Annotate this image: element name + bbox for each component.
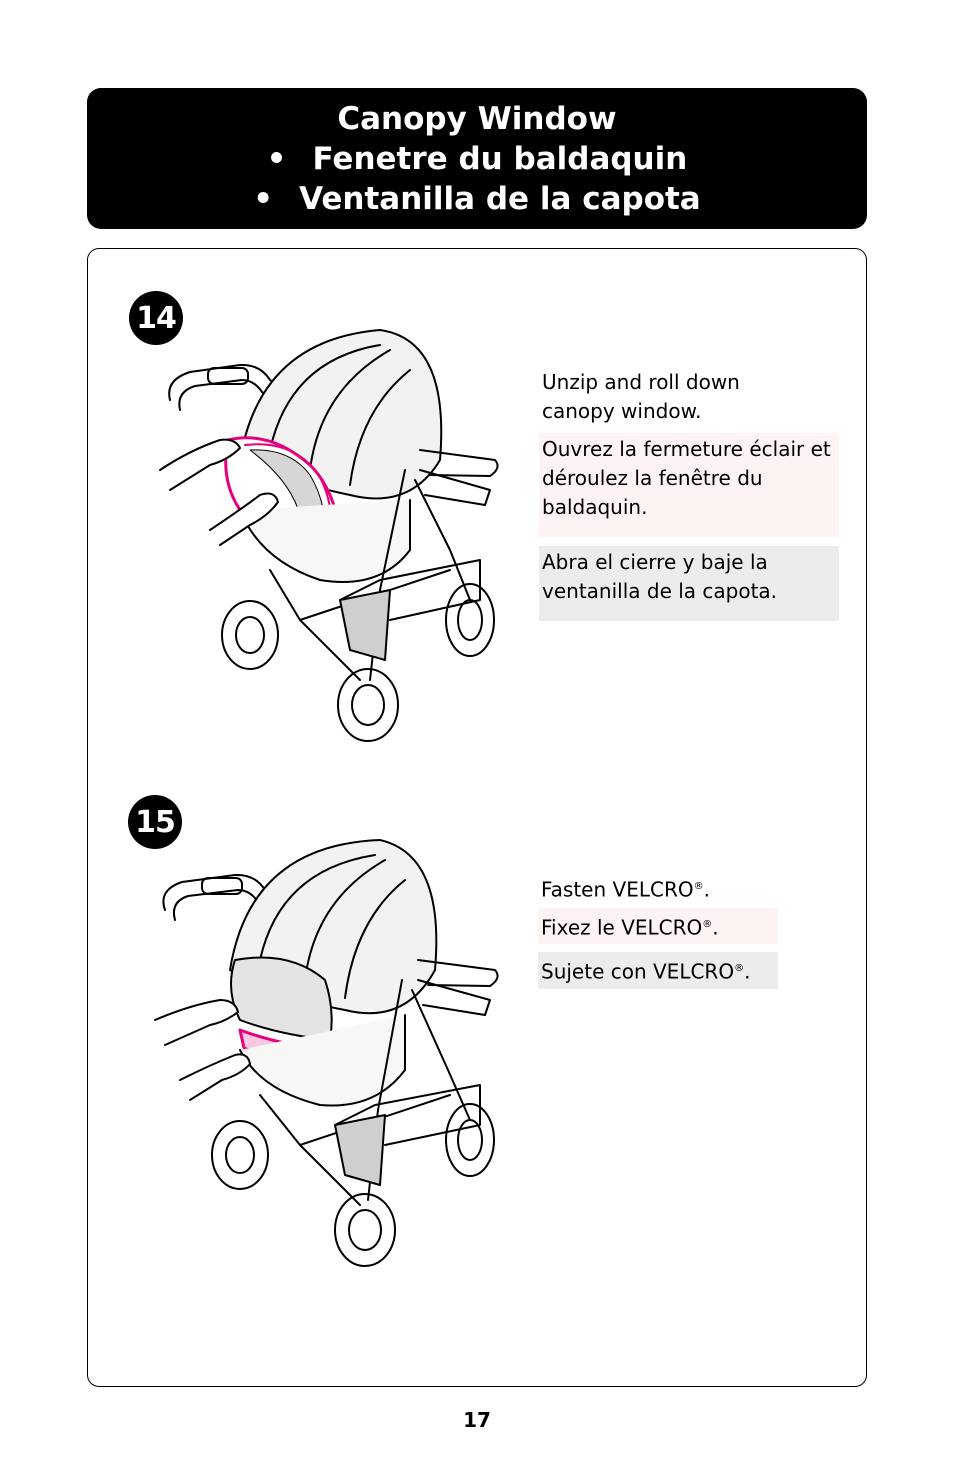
registered-mark: ® <box>693 881 704 892</box>
title-banner <box>87 88 867 229</box>
step-15-text-french: Fixez le VELCRO®. <box>538 908 778 944</box>
bullet: • <box>253 180 274 217</box>
step-14-text-english: Unzip and roll down canopy window. <box>542 370 740 423</box>
title-french: • Fenetre du baldaquin <box>266 140 688 177</box>
title-english: Canopy Window <box>337 100 617 137</box>
step-14-text-spanish: Abra el cierre y baje la ventanilla de la capota. <box>539 546 839 621</box>
step-15-badge: 15 <box>128 795 182 849</box>
step-15-text-spanish: Sujete con VELCRO®. <box>538 952 778 989</box>
step-14-text-french: Ouvrez la fermeture éclair et déroulez la fenêtre du baldaquin. <box>539 433 839 537</box>
stroller-illustration-step-15 <box>140 830 510 1280</box>
step-15-text-english: Fasten VELCRO®. <box>541 877 710 902</box>
stroller-illustration-step-14 <box>150 320 510 750</box>
bullet: • <box>266 140 287 177</box>
page-number: 17 <box>463 1408 491 1432</box>
registered-mark: ® <box>702 919 713 930</box>
title-spanish: • Ventanilla de la capota <box>253 180 701 217</box>
registered-mark: ® <box>734 963 745 974</box>
step-14-badge: 14 <box>129 291 183 345</box>
